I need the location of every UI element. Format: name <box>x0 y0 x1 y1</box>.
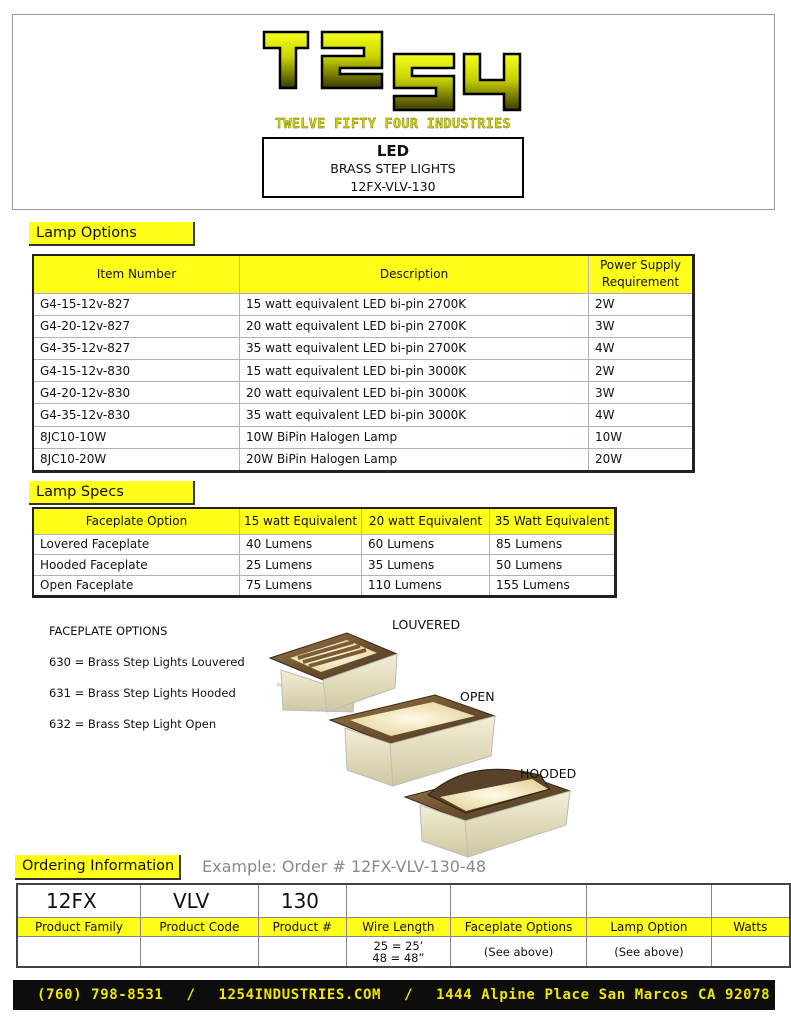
step-lights-photo <box>265 630 595 860</box>
wire-length-25: 25 = 25’ <box>373 938 424 953</box>
faceplate-option: Lovered Faceplate <box>33 534 240 555</box>
faceplate-options-heading: FACEPLATE OPTIONS <box>49 624 168 638</box>
order-example: Example: Order # 12FX-VLV-130-48 <box>202 857 487 876</box>
company-tagline: TWELVE FIFTY FOUR INDUSTRIES <box>275 116 511 132</box>
description: 35 watt equivalent LED bi-pin 3000K <box>240 404 589 426</box>
note-wire-length <box>346 937 450 968</box>
section-tab-lamp-specs: Lamp Specs <box>29 481 195 505</box>
value-faceplate-options <box>450 884 586 918</box>
lamp-options-table <box>32 254 695 473</box>
power-requirement: 4W <box>589 404 694 426</box>
description: 20 watt equivalent LED bi-pin 2700K <box>240 315 589 337</box>
value-product-code: VLV <box>140 884 258 918</box>
wire-length-48: 48 = 48” <box>372 950 425 965</box>
value-wire-length <box>346 884 450 918</box>
louvered-light <box>270 633 397 712</box>
footer-separator: / <box>404 987 414 1003</box>
column-header-product-family: Product Family <box>17 918 140 937</box>
ordering-table <box>16 883 791 968</box>
table-row <box>33 337 694 359</box>
power-requirement: 2W <box>589 360 694 382</box>
note-empty <box>140 937 258 968</box>
table-row <box>33 315 694 337</box>
item-number: 8JC10-10W <box>33 426 240 448</box>
description: 20W BiPin Halogen Lamp <box>240 448 589 471</box>
lumens-35w: 155 Lumens <box>490 575 616 597</box>
column-header-wire-length: Wire Length <box>346 918 450 937</box>
table-row <box>33 534 616 555</box>
power-requirement: 20W <box>589 448 694 471</box>
table-row <box>33 382 694 404</box>
lamp-specs-table <box>32 507 617 598</box>
item-number: G4-15-12v-827 <box>33 293 240 315</box>
column-header-description: Description <box>240 255 589 293</box>
item-number: G4-20-12v-827 <box>33 315 240 337</box>
lumens-15w: 25 Lumens <box>240 555 362 576</box>
table-row <box>33 404 694 426</box>
faceplate-option-631: 631 = Brass Step Lights Hooded <box>49 686 236 700</box>
value-lamp-option <box>587 884 711 918</box>
table-row <box>33 426 694 448</box>
photo-label-hooded: HOODED <box>520 766 577 781</box>
description: 10W BiPin Halogen Lamp <box>240 426 589 448</box>
column-header-35w: 35 Watt Equivalent <box>490 508 616 534</box>
photo-label-open: OPEN <box>460 689 495 704</box>
description: 20 watt equivalent LED bi-pin 3000K <box>240 382 589 404</box>
column-header-power-supply: Power Supply Requirement <box>589 255 694 293</box>
note-lamp: (See above) <box>587 937 711 968</box>
footer-separator: / <box>186 987 196 1003</box>
lumens-35w: 50 Lumens <box>490 555 616 576</box>
value-product-family: 12FX <box>17 884 140 918</box>
footer-address: 1444 Alpine Place San Marcos CA 92078 <box>436 987 771 1003</box>
power-requirement: 2W <box>589 293 694 315</box>
company-logo <box>258 26 528 116</box>
item-number: G4-35-12v-830 <box>33 404 240 426</box>
hooded-light <box>405 769 570 857</box>
table-row <box>33 575 616 597</box>
product-subtitle: BRASS STEP LIGHTS <box>330 161 456 176</box>
table-row <box>33 293 694 315</box>
lumens-20w: 60 Lumens <box>362 534 490 555</box>
power-requirement: 10W <box>589 426 694 448</box>
footer-website: 1254INDUSTRIES.COM <box>218 987 382 1003</box>
power-requirement: 4W <box>589 337 694 359</box>
description: 15 watt equivalent LED bi-pin 3000K <box>240 360 589 382</box>
lumens-15w: 75 Lumens <box>240 575 362 597</box>
lumens-35w: 85 Lumens <box>490 534 616 555</box>
item-number: 8JC10-20W <box>33 448 240 471</box>
item-number: G4-20-12v-830 <box>33 382 240 404</box>
lumens-20w: 35 Lumens <box>362 555 490 576</box>
value-product-number: 130 <box>258 884 346 918</box>
faceplate-option: Open Faceplate <box>33 575 240 597</box>
lumens-20w: 110 Lumens <box>362 575 490 597</box>
section-tab-ordering: Ordering Information <box>15 855 181 880</box>
faceplate-option: Hooded Faceplate <box>33 555 240 576</box>
note-empty <box>17 937 140 968</box>
column-header-product-code: Product Code <box>140 918 258 937</box>
faceplate-option-630: 630 = Brass Step Lights Louvered <box>49 655 245 669</box>
table-row <box>33 360 694 382</box>
description: 15 watt equivalent LED bi-pin 2700K <box>240 293 589 315</box>
product-model: 12FX-VLV-130 <box>350 179 436 194</box>
product-title: LED <box>376 142 410 160</box>
value-watts <box>711 884 790 918</box>
column-header-product-number: Product # <box>258 918 346 937</box>
item-number: G4-15-12v-830 <box>33 360 240 382</box>
faceplate-option-632: 632 = Brass Step Light Open <box>49 717 217 731</box>
column-header-watts: Watts <box>711 918 790 937</box>
table-row <box>33 448 694 471</box>
note-faceplate: (See above) <box>450 937 586 968</box>
item-number: G4-35-12v-827 <box>33 337 240 359</box>
section-tab-lamp-options: Lamp Options <box>29 222 195 246</box>
column-header-faceplate-options: Faceplate Options <box>450 918 586 937</box>
table-row <box>33 555 616 576</box>
column-header-item-number: Item Number <box>33 255 240 293</box>
column-header-lamp-option: Lamp Option <box>587 918 711 937</box>
column-header-faceplate-option: Faceplate Option <box>33 508 240 534</box>
note-empty <box>711 937 790 968</box>
column-header-15w: 15 watt Equivalent <box>240 508 362 534</box>
product-title-box <box>262 137 524 198</box>
note-empty <box>258 937 346 968</box>
footer-phone: (760) 798-8531 <box>37 987 164 1003</box>
footer-bar <box>13 980 775 1010</box>
column-header-20w: 20 watt Equivalent <box>362 508 490 534</box>
description: 35 watt equivalent LED bi-pin 2700K <box>240 337 589 359</box>
photo-label-louvered: LOUVERED <box>392 617 461 632</box>
power-requirement: 3W <box>589 382 694 404</box>
power-requirement: 3W <box>589 315 694 337</box>
lumens-15w: 40 Lumens <box>240 534 362 555</box>
